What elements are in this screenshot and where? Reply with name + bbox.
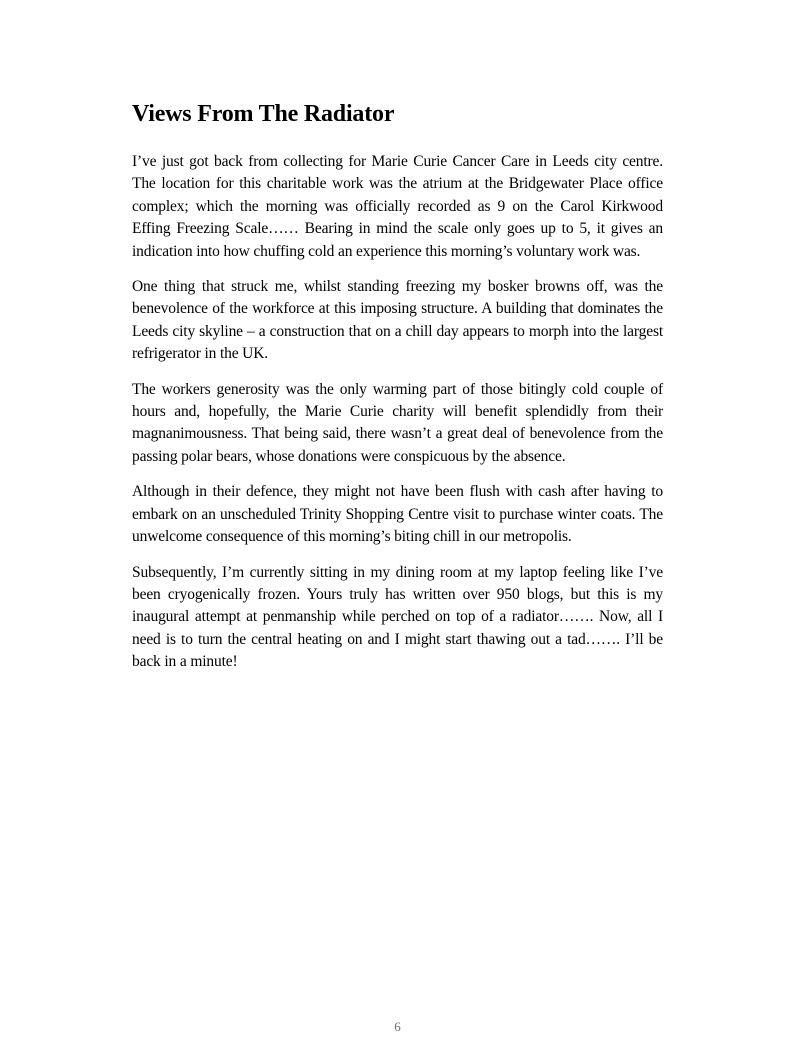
- page-title: Views From The Radiator: [132, 101, 395, 127]
- paragraph-3: The workers generosity was the only warming part of those bitingly cold couple of hours and, hopefully, the Marie Curie charity will benefit splendidly from their magnanimousness. That being said, there wasn’t a great deal of benevolence from the passing polar bears, whose donations were conspicuous by the absence.: [132, 380, 663, 465]
- paragraph-5: Subsequently, I’m currently sitting in my dining room at my laptop feeling like I’ve been cryogenically frozen. Yours truly has written over 950 blogs, but this is my inaugural attempt at penmanship while perched on top of a radiator……. Now, all I need is to turn the central heating on and I might start thawing out a tad……. I’ll be back in a minute!: [132, 563, 663, 671]
- paragraph-2: One thing that struck me, whilst standing freezing my bosker browns off, was the benevolence of the workforce at this imposing structure. A building that dominates the Leeds city skyline – a construction that on a chill day appears to morph into the largest refrigerator in the UK.: [132, 278, 663, 363]
- paragraph-1: I’ve just got back from collecting for Marie Curie Cancer Care in Leeds city centre. The location for this charitable work was the atrium at the Bridgewater Place office complex; which the morning was officially recorded as 9 on the Carol Kirkwood Effing Freezing Scale…… Bearing in mind the scale only goes up to 5, it gives an indication into how chuffing cold an experience this morning’s voluntary work was.: [132, 153, 663, 260]
- paragraph-4: Although in their defence, they might not have been flush with cash after having to embark on an unscheduled Trinity Shopping Centre visit to purchase winter coats. The unwelcome consequence of this morning’s biting chill in our metropolis.: [132, 483, 663, 546]
- page-number: 6: [394, 1019, 401, 1034]
- article-body: [132, 151, 663, 687]
